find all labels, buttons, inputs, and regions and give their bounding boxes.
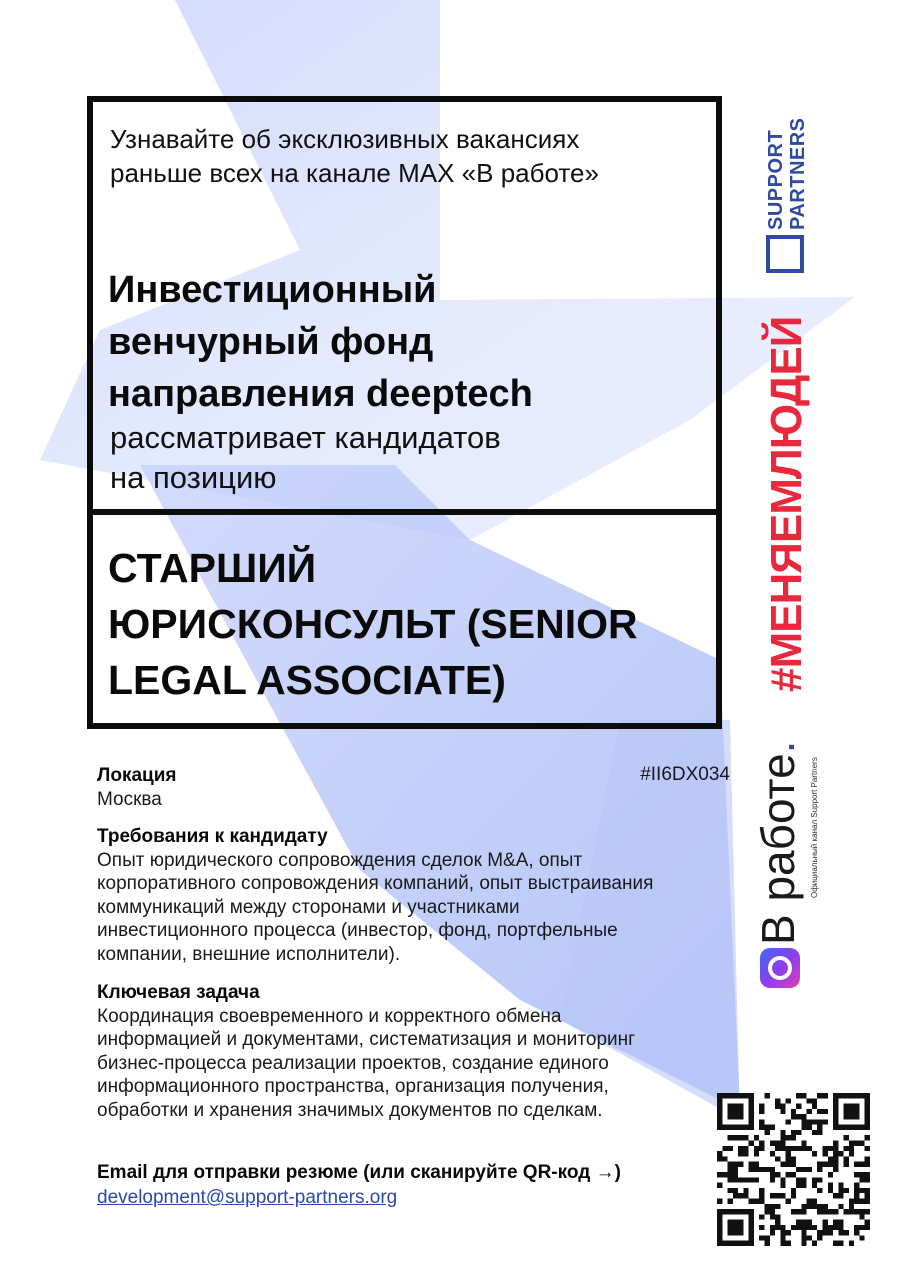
hashtag-text: #МЕНЯЕМЛЮДЕЙ (762, 316, 811, 692)
frame-divider (93, 509, 716, 515)
position-title (108, 540, 713, 708)
requirements-line: корпоративного сопровождения компаний, опыт выстраивания (97, 873, 654, 894)
channel-dot: . (752, 740, 804, 754)
company-line: направления deeptech (108, 373, 533, 415)
position-line: ЮРИСКОНСУЛЬТ (SENIOR (108, 601, 638, 647)
key-task-line: информацией и документами, систематизация и мониторинг (97, 1029, 636, 1050)
max-app-icon (760, 948, 800, 988)
requirements-line: инвестиционного процесса (инвестор, фонд, портфельные (97, 920, 618, 941)
location-heading: Локация (97, 765, 177, 786)
support-logo-line: SUPPORT (765, 129, 787, 230)
intro-line: раньше всех на канале MAX «В работе» (110, 158, 599, 188)
qr-code-icon[interactable] (717, 1093, 870, 1246)
requirements-line: компании, внешние исполнители). (97, 943, 401, 965)
requirements-heading: Требования к кандидату (97, 826, 328, 847)
position-line: LEGAL ASSOCIATE) (108, 657, 506, 703)
requirements-line: коммуникаций между сторонами и участниками (97, 896, 520, 918)
location-value: Москва (97, 788, 162, 810)
company-line: венчурный фонд (108, 321, 434, 363)
key-task-line: бизнес-процесса реализации проектов, создание единого (97, 1052, 609, 1074)
app-icon-ring (768, 956, 792, 980)
channel-brand (752, 740, 804, 945)
requirements-line: Опыт юридического сопровождения сделок M&A, опыт (97, 849, 583, 871)
company-title (108, 264, 688, 420)
company-line: Инвестиционный (108, 269, 437, 311)
key-task-section (97, 981, 717, 1122)
email-heading: Email для отправки резюме (или сканируйте QR-код →) (97, 1162, 621, 1183)
intro-line: Узнавайте об эксклюзивных вакансиях (110, 124, 580, 154)
key-task-heading: Ключевая задача (97, 982, 260, 1003)
email-link[interactable]: development@support-partners.org (97, 1187, 398, 1208)
position-line: СТАРШИЙ (108, 545, 317, 591)
key-task-line: обработки и хранения значимых документов по сделкам. (97, 1099, 603, 1121)
key-task-line: Координация своевременного и корректного обмена (97, 1005, 562, 1027)
partners-logo-line: PARTNERS (787, 117, 809, 230)
consider-line: на позицию (110, 460, 277, 495)
vacancy-code: #II6DX034 (640, 764, 730, 785)
consider-line: рассматривает кандидатов (110, 420, 501, 455)
consider-text (110, 418, 670, 498)
channel-name: В работе (752, 753, 804, 945)
requirements-section (97, 825, 717, 966)
key-task-line: информационного пространства, организация получения, (97, 1076, 609, 1097)
channel-subtitle: Официальный канал Support Partners (810, 757, 819, 898)
support-partners-logo-icon (766, 235, 804, 273)
channel-intro (110, 122, 670, 190)
